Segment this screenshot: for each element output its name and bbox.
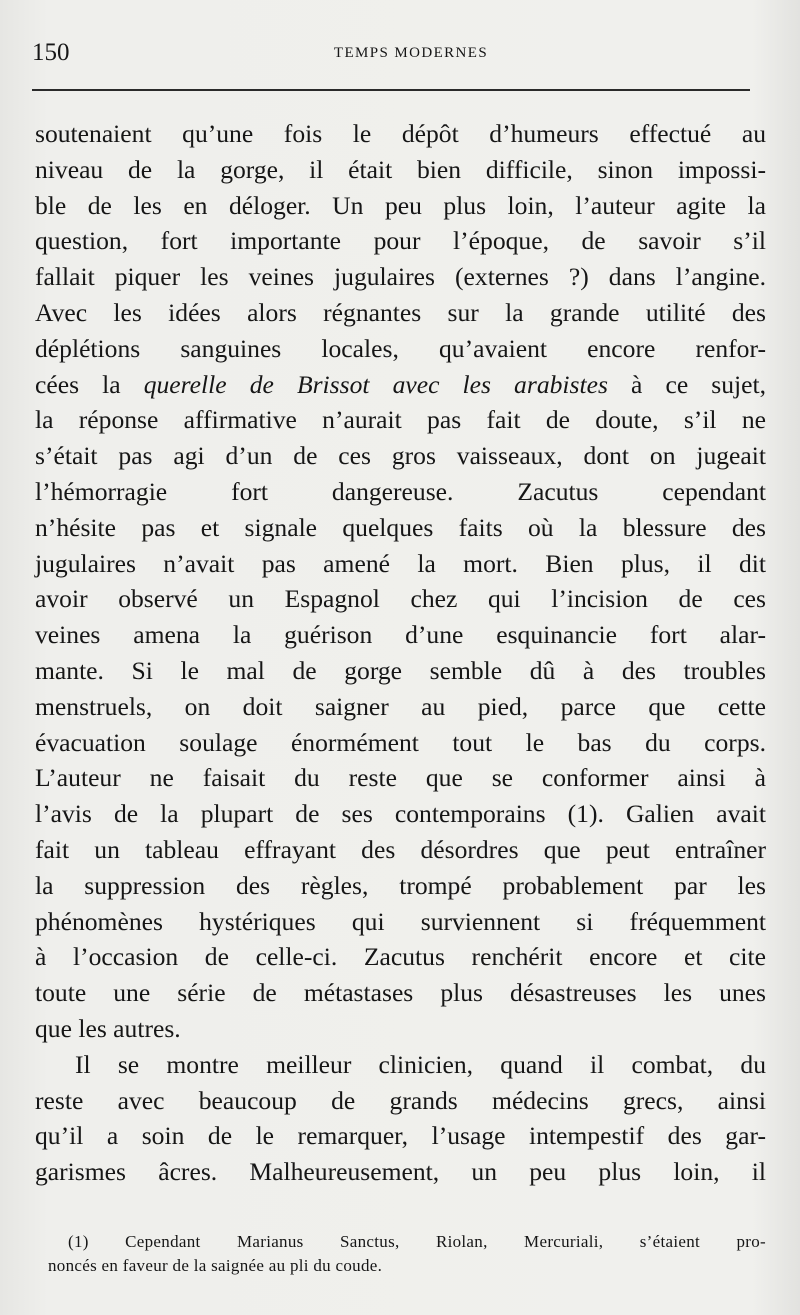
text-line: évacuation soulage énormément tout le bas du corps. xyxy=(35,727,766,757)
page-header xyxy=(32,36,750,70)
text-line: soutenaient qu’une fois le dépôt d’humeurs effectué au xyxy=(35,119,766,148)
italic-phrase: querelle de Brissot avec les arabistes xyxy=(143,369,608,399)
text-line: avoir observé un Espagnol chez qui l’incision de ces xyxy=(35,584,766,614)
text-line: fait un tableau effrayant des désordres que peut entraîner xyxy=(35,834,766,864)
text-line: la suppression des règles, trompé probablement par les xyxy=(35,870,766,900)
footnote-line: (1) Cependant Marianus Sanctus, Riolan, Mercuriali, s’étaient pro- xyxy=(68,1232,766,1251)
text-line: garismes âcres. Malheureusement, un peu plus loin, il xyxy=(35,1157,766,1187)
text-line: s’était pas agi d’un de ces gros vaisseaux, dont on jugeait xyxy=(35,441,766,471)
text-line: menstruels, on doit saigner au pied, parce que cette xyxy=(35,691,766,721)
text-line-with-italic xyxy=(35,367,766,403)
paragraph-end-line: que les autres. xyxy=(35,1013,181,1043)
text-line: Avec les idées alors régnantes sur la grande utilité des xyxy=(35,297,766,327)
text-line: question, fort importante pour l’époque, de savoir s’il xyxy=(35,226,766,256)
text-line: veines amena la guérison d’une esquinancie fort alar- xyxy=(35,620,766,650)
text-line: reste avec beaucoup de grands médecins grecs, ainsi xyxy=(35,1085,766,1115)
text-line: ble de les en déloger. Un peu plus loin, l’auteur agite la xyxy=(35,190,766,220)
footnote xyxy=(48,1230,766,1278)
paragraph-start-line: Il se montre meilleur clinicien, quand il combat, du xyxy=(75,1049,766,1079)
text-line: l’avis de la plupart de ses contemporains (1). Galien avait xyxy=(35,799,766,829)
page-number: 150 xyxy=(32,39,70,66)
text-line: n’hésite pas et signale quelques faits où la blessure des xyxy=(35,512,766,542)
header-rule xyxy=(32,89,750,91)
text-segment: cées la xyxy=(35,369,144,399)
text-line: jugulaires n’avait pas amené la mort. Bien plus, il dit xyxy=(35,548,766,578)
footnote-line: noncés en faveur de la saignée au pli du coude. xyxy=(48,1256,383,1275)
text-line: déplétions sanguines locales, qu’avaient encore renfor- xyxy=(35,333,766,363)
text-segment: à ce sujet, xyxy=(607,369,767,399)
text-line: L’auteur ne faisait du reste que se conformer ainsi à xyxy=(35,763,766,793)
body-text xyxy=(35,116,766,1190)
text-line: mante. Si le mal de gorge semble dû à des troubles xyxy=(35,655,766,685)
running-title: TEMPS MODERNES xyxy=(333,45,489,61)
text-line: la réponse affirmative n’aurait pas fait de doute, s’il ne xyxy=(35,405,766,435)
text-line: niveau de la gorge, il était bien difficile, sinon impossi- xyxy=(35,154,766,184)
text-line: l’hémorragie fort dangereuse. Zacutus cependant xyxy=(35,476,766,506)
text-line: qu’il a soin de le remarquer, l’usage intempestif des gar- xyxy=(35,1121,766,1151)
text-line: fallait piquer les veines jugulaires (externes ?) dans l’angine. xyxy=(35,262,766,292)
text-line: à l’occasion de celle-ci. Zacutus renchérit encore et cite xyxy=(35,942,766,972)
text-line: phénomènes hystériques qui surviennent si fréquemment xyxy=(35,906,766,936)
text-line: toute une série de métastases plus désastreuses les unes xyxy=(35,978,766,1008)
